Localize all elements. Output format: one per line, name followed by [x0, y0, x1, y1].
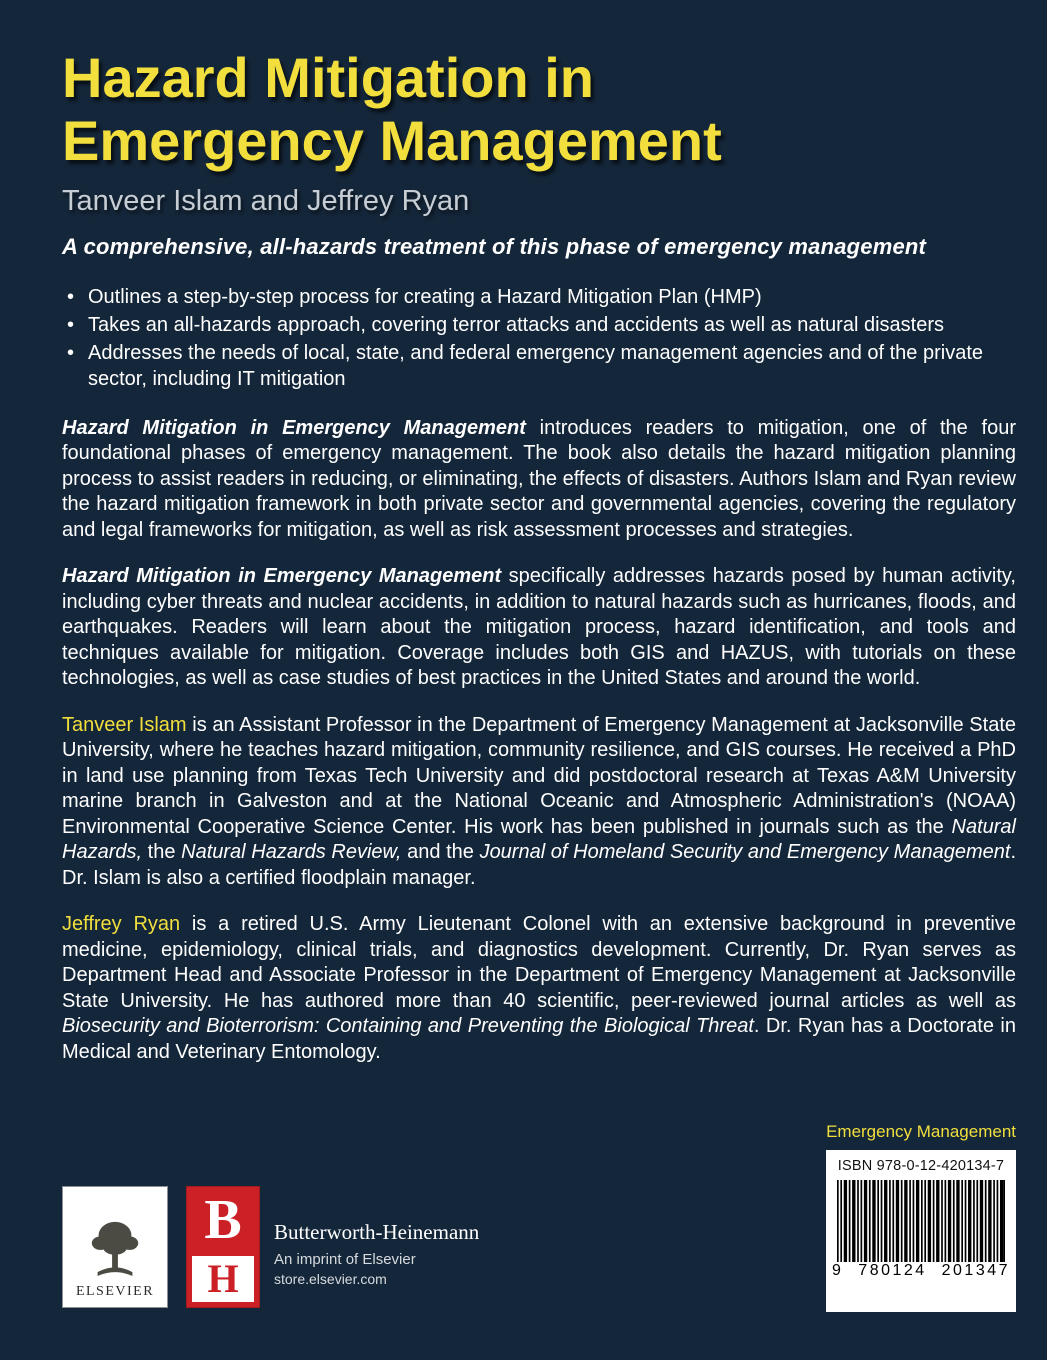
- feature-item-text: Takes an all-hazards approach, covering terror attacks and accidents as well as natural disasters: [88, 313, 944, 336]
- text-segment: and the: [401, 841, 480, 864]
- feature-list: [62, 284, 1016, 392]
- book-title-line-1: Hazard Mitigation in: [62, 46, 594, 109]
- imprint-block: [274, 1220, 479, 1287]
- text-segment: introduces readers to mitigation, one of the four foundational phases of emergency management. The book also details the hazard mitigation planning process to assist readers in reducing, or eliminating, the effects of disasters. Authors Islam and Ryan review the hazard mitigation framework in both private sector and governmental agencies, covering the regulatory and legal frameworks for mitigation, as well as risk assessment processes and strategies.: [62, 416, 1016, 541]
- bh-logo-letter-h: H: [207, 1256, 239, 1301]
- author-bio-jeffrey-ryan: [62, 912, 1016, 1065]
- book-title-line-2: Emergency Management: [62, 109, 722, 173]
- text-segment: Tanveer Islam: [62, 713, 187, 736]
- feature-item: [62, 284, 1016, 310]
- bh-logo-bottom-panel: [192, 1256, 254, 1302]
- elsevier-tree-icon: [86, 1216, 144, 1280]
- bh-logo-letter-b: B: [204, 1189, 242, 1251]
- text-segment: Jeffrey Ryan: [62, 913, 181, 936]
- barcode-panel: [826, 1150, 1016, 1312]
- book-title: [62, 46, 1016, 173]
- feature-item-text: Addresses the needs of local, state, and federal emergency management agencies and of the private sector, including IT mitigation: [88, 341, 983, 390]
- feature-item: [62, 340, 1016, 392]
- store-url: store.elsevier.com: [274, 1271, 387, 1287]
- author-bio-tanveer-islam: [62, 713, 1016, 892]
- text-segment: Natural Hazards Review,: [181, 841, 402, 864]
- text-segment: Hazard Mitigation in Emergency Management: [62, 565, 502, 588]
- barcode-digits: 9 780124 201347: [828, 1262, 1014, 1280]
- text-segment: . Dr. Islam is also a certified floodplain manager.: [62, 841, 1016, 889]
- text-segment: specifically addresses hazards posed by human activity, including cyber threats and nuclear accidents, in addition to natural hazards such as hurricanes, floods, and earthquakes. Readers will learn about the mitigation process, hazard identification, and tools and techniques available for mitigation. Coverage includes both GIS and HAZUS, with tutorials on these technologies, as well as case studies of best practices in the United States and around the world.: [62, 565, 1016, 690]
- imprint-name: Butterworth-Heinemann: [274, 1220, 480, 1244]
- text-segment: . Dr. Ryan has a Doctorate in Medical and Veterinary Entomology.: [62, 1015, 1016, 1063]
- synopsis-paragraph-1: [62, 416, 1016, 544]
- footer: [62, 1150, 1016, 1312]
- feature-item-text: Outlines a step-by-step process for creating a Hazard Mitigation Plan (HMP): [88, 285, 762, 308]
- text-segment: Journal of Homeland Security and Emergency Management: [479, 841, 1011, 864]
- text-segment: the: [142, 841, 182, 864]
- text-segment: Biosecurity and Bioterrorism: Containing and Preventing the Biological Threat: [62, 1015, 754, 1038]
- text-segment: is an Assistant Professor in the Department of Emergency Management at Jacksonville State University, where he teaches hazard mitigation, community resilience, and GIS courses. He received a PhD in land use planning from Texas Tech University and did postdoctoral research at Texas A&M University marine branch in Galveston and at the National Oceanic and Atmospheric Administration's (NOAA) Environmental Cooperative Science Center. His work has been published in journals such as the: [62, 713, 1016, 838]
- butterworth-heinemann-logo: [186, 1186, 260, 1308]
- barcode-bars-icon: [837, 1180, 1005, 1262]
- text-segment: Natural Hazards,: [62, 815, 1016, 864]
- imprint-tagline: An imprint of Elsevier: [274, 1251, 416, 1268]
- text-segment: is a retired U.S. Army Lieutenant Colonel with an extensive background in preventive medicine, epidemiology, clinical trials, and diagnostics development. Currently, Dr. Ryan serves as Department Head and Associate Professor in the Department of Emergency Management at Jacksonville State University. He has authored more than 40 scientific, peer-reviewed journal articles as well as: [62, 913, 1016, 1012]
- authors-line: Tanveer Islam and Jeffrey Ryan: [62, 184, 470, 217]
- synopsis-paragraph-2: [62, 564, 1016, 692]
- category-label: Emergency Management: [826, 1122, 1016, 1141]
- feature-item: [62, 312, 1016, 338]
- isbn-label: ISBN 978-0-12-420134-7: [837, 1158, 1005, 1174]
- elsevier-logo: [62, 1186, 168, 1308]
- text-segment: Hazard Mitigation in Emergency Management: [62, 416, 526, 439]
- elsevier-wordmark: ELSEVIER: [75, 1284, 155, 1299]
- tagline: A comprehensive, all-hazards treatment of this phase of emergency management: [62, 233, 927, 259]
